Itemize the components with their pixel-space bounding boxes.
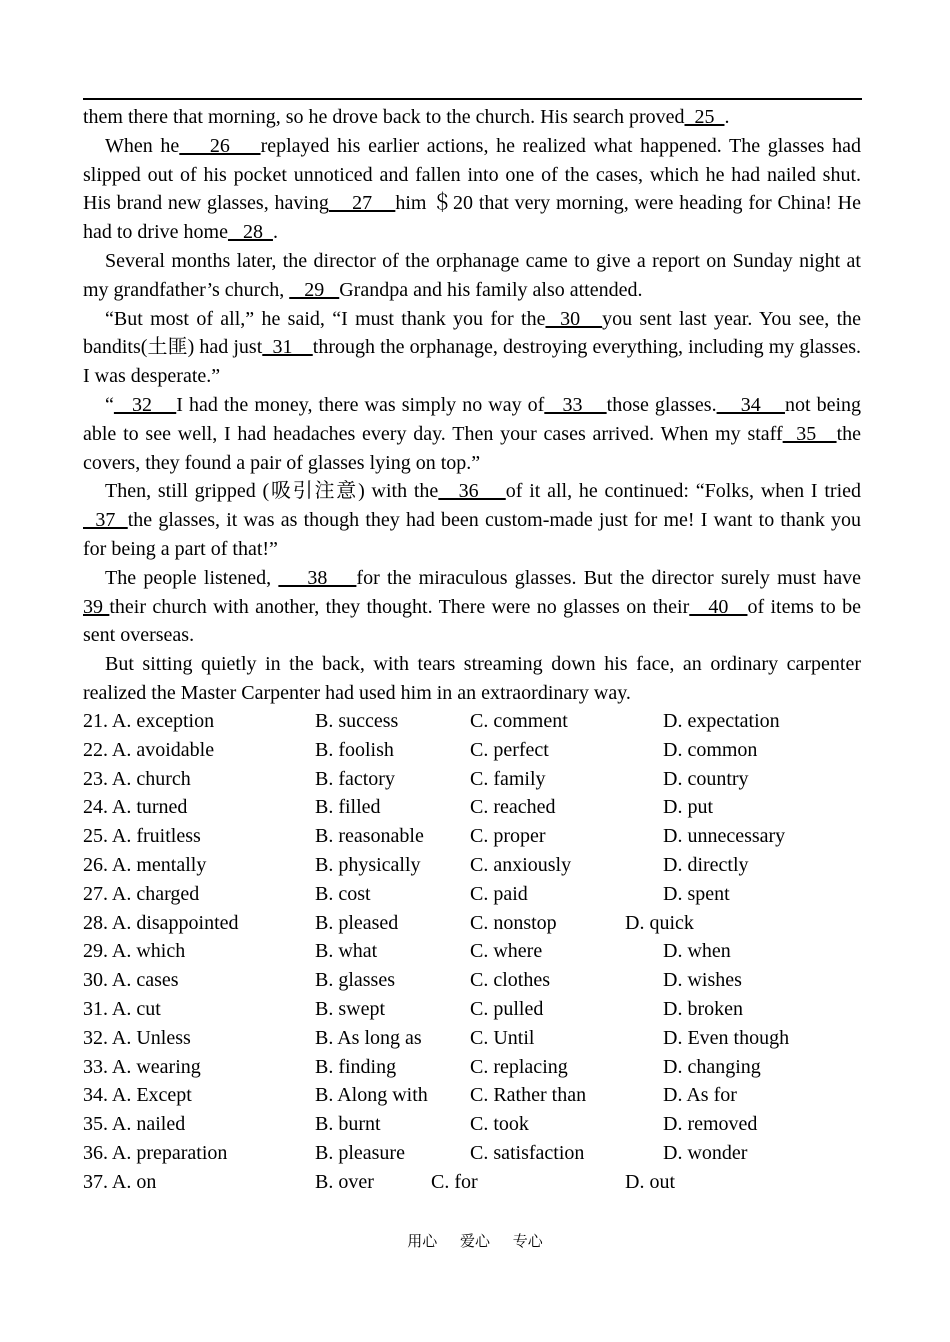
passage-text: through the orphanage, destroying everything, including my glasses. I was desperate.”	[83, 336, 861, 388]
answer-blank: 39	[83, 595, 110, 618]
option-d: D. removed	[663, 1113, 758, 1136]
option-c: C. satisfaction	[470, 1141, 585, 1164]
passage-text: for the miraculous glasses. But the director surely must have	[356, 566, 862, 589]
option-c: C. Until	[470, 1026, 535, 1049]
footer-word: 爱心	[459, 1232, 490, 1250]
passage-text: of it all, he continued: “Folks, when I tried	[505, 480, 862, 503]
answer-blank: 35	[782, 422, 837, 445]
option-row	[83, 1081, 861, 1110]
passage-text: the glasses, it was as though they had been custom-made just for me! I want to thank you for being a part of that!”	[83, 509, 861, 560]
option-b: B. Along with	[315, 1084, 428, 1107]
option-d: D. unnecessary	[663, 825, 786, 848]
option-c: C. took	[470, 1113, 529, 1136]
passage-paragraph	[83, 650, 861, 708]
option-d: D. put	[663, 796, 713, 819]
option-d: D. common	[663, 738, 758, 761]
option-d: D. country	[663, 767, 749, 790]
passage-text: Then, still gripped (吸引注意) with the	[105, 480, 439, 503]
option-d: D. when	[663, 940, 731, 963]
option-c: C. clothes	[470, 969, 550, 992]
option-a: 28. A. disappointed	[83, 911, 239, 934]
option-c: C. replacing	[470, 1055, 568, 1078]
option-b: B. what	[315, 940, 378, 963]
option-a: 34. A. Except	[83, 1084, 192, 1107]
answer-blank: 32	[113, 393, 177, 416]
option-a: 22. A. avoidable	[83, 738, 215, 761]
option-c: C. nonstop	[470, 911, 557, 934]
passage-text: “But most of all,” he said, “I must thank you for the	[105, 307, 546, 330]
passage-paragraph	[83, 103, 861, 132]
passage-text: those glasses.	[606, 393, 717, 416]
answer-blank: 34	[716, 393, 785, 416]
option-d: D. wonder	[663, 1141, 748, 1164]
passage-text: The people listened,	[105, 566, 279, 589]
option-b: B. pleasure	[315, 1141, 405, 1164]
option-a: 32. A. Unless	[83, 1026, 191, 1049]
cloze-passage	[83, 103, 861, 708]
answer-blank: 40	[689, 595, 748, 618]
passage-text: I had the money, there was simply no way of	[176, 393, 545, 416]
option-row	[83, 909, 861, 938]
option-b: B. pleased	[315, 911, 399, 934]
option-row	[83, 851, 861, 880]
passage-text: them there that morning, so he drove back to the church. His search proved	[83, 106, 685, 128]
option-a: 24. A. turned	[83, 796, 188, 819]
header-rule	[83, 98, 862, 100]
option-row	[83, 1110, 861, 1139]
answer-options	[83, 707, 861, 1197]
option-b: B. reasonable	[315, 825, 424, 848]
option-row	[83, 937, 861, 966]
option-b: B. foolish	[315, 738, 394, 761]
answer-blank: 37	[83, 509, 128, 532]
passage-text: .	[272, 221, 278, 244]
option-a: 23. A. church	[83, 767, 191, 790]
answer-blank: 33	[544, 393, 607, 416]
option-row	[83, 880, 861, 909]
answer-blank: 30	[545, 307, 603, 330]
option-row	[83, 1139, 861, 1168]
option-b: B. filled	[315, 796, 381, 819]
passage-text: the covers, they found a pair of glasses lying on top.”	[83, 422, 861, 474]
option-a: 31. A. cut	[83, 997, 161, 1020]
option-c: C. perfect	[470, 738, 549, 761]
option-c: C. Rather than	[470, 1084, 587, 1107]
option-b: B. cost	[315, 882, 371, 905]
option-d: D. expectation	[663, 710, 780, 732]
option-row	[83, 793, 861, 822]
footer-word: 用心	[407, 1232, 438, 1250]
answer-blank: 36	[438, 480, 506, 503]
passage-text: replayed his earlier actions, he realized what happened. The glasses had slipped out of his pocket unnoticed and fallen into one of the cases, which he had nailed shut. His brand new glasses, having	[83, 134, 862, 215]
option-c: C. proper	[470, 825, 546, 848]
option-a: 37. A. on	[83, 1170, 157, 1193]
option-a: 27. A. charged	[83, 882, 200, 905]
option-row	[83, 966, 861, 995]
passage-text: him ＄20 that very morning, were heading for China! He had to drive home	[83, 192, 862, 244]
passage-paragraph	[83, 564, 861, 650]
option-a: 25. A. fruitless	[83, 825, 201, 848]
answer-blank: 38	[278, 566, 357, 589]
page-footer	[0, 1230, 950, 1251]
option-c: C. comment	[470, 710, 568, 732]
option-c: C. paid	[470, 882, 528, 905]
passage-text: Grandpa and his family also attended.	[339, 278, 643, 301]
answer-blank: 27	[328, 192, 396, 215]
option-b: B. As long as	[315, 1026, 422, 1049]
passage-paragraph	[83, 391, 861, 477]
option-b: B. factory	[315, 767, 395, 790]
option-b: B. success	[315, 710, 399, 732]
option-d: D. out	[625, 1170, 675, 1193]
passage-paragraph	[83, 477, 861, 563]
passage-text: “	[105, 393, 114, 416]
option-row	[83, 1168, 861, 1197]
option-d: D. As for	[663, 1084, 737, 1107]
passage-text: When he	[105, 134, 180, 157]
option-c: C. where	[470, 940, 543, 963]
option-c: C. reached	[470, 796, 556, 819]
option-b: B. burnt	[315, 1113, 381, 1136]
passage-text: their church with another, they thought. There were no glasses on their	[109, 595, 690, 618]
option-a: 30. A. cases	[83, 969, 179, 992]
option-d: D. directly	[663, 853, 749, 876]
option-row	[83, 707, 861, 736]
passage-text: you sent last year. You see, the bandits(土匪) had just	[83, 307, 861, 359]
option-d: D. quick	[625, 911, 694, 934]
answer-blank: 25	[684, 106, 725, 128]
option-a: 35. A. nailed	[83, 1113, 186, 1136]
option-a: 21. A. exception	[83, 710, 215, 732]
option-b: B. swept	[315, 997, 385, 1020]
option-c: C. anxiously	[470, 853, 572, 876]
option-c: C. pulled	[470, 997, 544, 1020]
option-a: 36. A. preparation	[83, 1141, 228, 1164]
option-b: B. physically	[315, 853, 421, 876]
option-d: D. wishes	[663, 969, 742, 992]
option-b: B. over	[315, 1170, 374, 1193]
option-row	[83, 822, 861, 851]
option-c: C. family	[470, 767, 546, 790]
answer-blank: 29	[289, 278, 340, 301]
passage-paragraph	[83, 305, 861, 391]
answer-blank: 26	[179, 134, 261, 157]
option-row	[83, 736, 861, 765]
answer-blank: 28	[227, 221, 273, 244]
passage-text: But sitting quietly in the back, with tears streaming down his face, an ordinary carpenter realized the Master Carpenter had used him in an extraordinary way.	[83, 653, 861, 704]
option-d: D. Even though	[663, 1026, 790, 1049]
passage-paragraph	[83, 132, 861, 247]
option-row	[83, 765, 861, 794]
passage-text: Several months later, the director of the orphanage came to give a report on Sunday night at my grandfather’s church,	[83, 249, 861, 301]
footer-word: 专心	[512, 1232, 543, 1250]
option-b: B. glasses	[315, 969, 395, 992]
answer-blank: 31	[262, 336, 313, 359]
passage-text: of items to be sent overseas.	[83, 595, 862, 647]
passage-text: .	[724, 106, 730, 128]
option-row	[83, 995, 861, 1024]
passage-text: not being able to see well, I had headaches every day. Then your cases arrived. When my staff	[83, 393, 862, 445]
option-a: 33. A. wearing	[83, 1055, 201, 1078]
option-b: B. finding	[315, 1055, 397, 1078]
option-row	[83, 1024, 861, 1053]
option-d: D. broken	[663, 997, 743, 1020]
option-a: 29. A. which	[83, 940, 186, 963]
option-d: D. changing	[663, 1055, 761, 1078]
option-d: D. spent	[663, 882, 730, 905]
passage-paragraph	[83, 247, 861, 305]
option-row	[83, 1053, 861, 1082]
option-a: 26. A. mentally	[83, 853, 207, 876]
option-c: C. for	[431, 1170, 478, 1193]
